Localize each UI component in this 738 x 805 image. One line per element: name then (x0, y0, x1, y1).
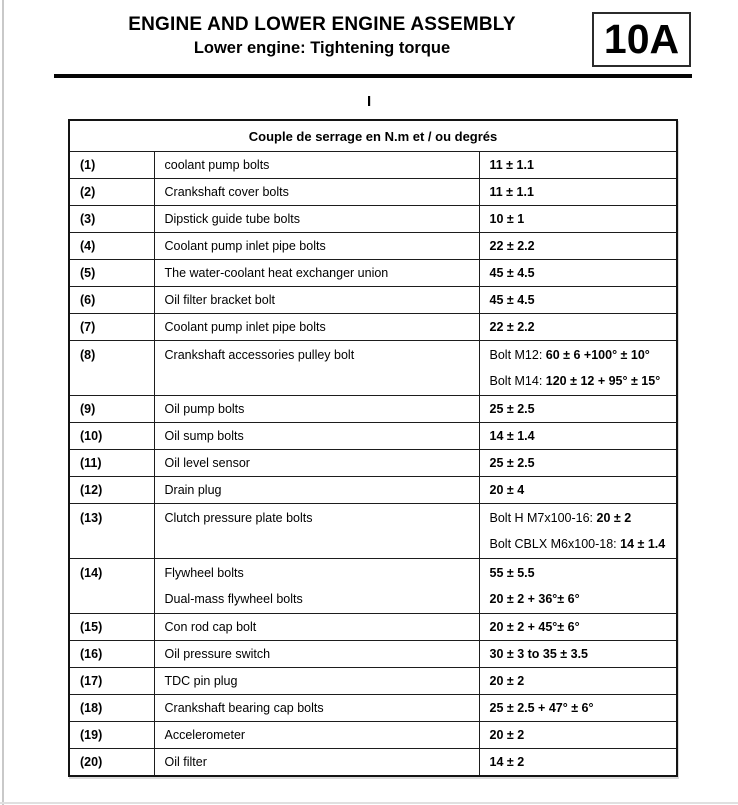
row-description: Flywheel bolts Dual-mass flywheel bolts (154, 559, 479, 614)
row-torque-value: 55 ± 5.5 20 ± 2 + 36°± 6° (479, 559, 677, 614)
row-description: Oil level sensor (154, 450, 479, 477)
header-divider (54, 74, 692, 78)
section-code-badge (592, 12, 691, 67)
row-description: Crankshaft accessories pulley bolt (154, 341, 479, 396)
row-number: (5) (69, 260, 154, 287)
section-code: 10A (603, 16, 680, 62)
row-torque-value: 25 ± 2.5 + 47° ± 6° (479, 695, 677, 722)
row-description: Crankshaft cover bolts (154, 179, 479, 206)
page-bottom-edge (0, 802, 738, 804)
row-torque-value: 20 ± 2 (479, 722, 677, 749)
row-description: Oil filter (154, 749, 479, 777)
row-torque-value: 14 ± 2 (479, 749, 677, 777)
table-row (69, 722, 677, 749)
table-header-row (69, 120, 677, 152)
table-row (69, 314, 677, 341)
table-row (69, 152, 677, 179)
torque-table (68, 119, 678, 777)
row-description: Oil sump bolts (154, 423, 479, 450)
row-description: TDC pin plug (154, 668, 479, 695)
row-description: The water-coolant heat exchanger union (154, 260, 479, 287)
table-row (69, 341, 677, 396)
row-description: coolant pump bolts (154, 152, 479, 179)
row-description: Dipstick guide tube bolts (154, 206, 479, 233)
row-torque-value: 11 ± 1.1 (479, 179, 677, 206)
row-torque-value: 14 ± 1.4 (479, 423, 677, 450)
row-number: (19) (69, 722, 154, 749)
title-block (54, 8, 590, 58)
table-row (69, 559, 677, 614)
row-number: (10) (69, 423, 154, 450)
table-row (69, 450, 677, 477)
page-left-edge (2, 0, 4, 805)
row-torque-value: 20 ± 2 (479, 668, 677, 695)
row-torque-value: 25 ± 2.5 (479, 450, 677, 477)
row-number: (16) (69, 641, 154, 668)
row-torque-value: 25 ± 2.5 (479, 396, 677, 423)
row-torque-value: 22 ± 2.2 (479, 233, 677, 260)
table-row (69, 477, 677, 504)
row-torque-value: Bolt H M7x100-16: 20 ± 2 Bolt CBLX M6x100-18: 14 ± 1.4 (479, 504, 677, 559)
row-description: Clutch pressure plate bolts (154, 504, 479, 559)
table-row (69, 206, 677, 233)
row-description: Crankshaft bearing cap bolts (154, 695, 479, 722)
row-number: (9) (69, 396, 154, 423)
row-number: (18) (69, 695, 154, 722)
table-row (69, 233, 677, 260)
row-torque-value: 30 ± 3 to 35 ± 3.5 (479, 641, 677, 668)
row-number: (3) (69, 206, 154, 233)
page-subtitle: Lower engine: Tightening torque (193, 39, 451, 57)
row-number: (7) (69, 314, 154, 341)
row-number: (15) (69, 614, 154, 641)
table-row (69, 749, 677, 777)
row-number: (20) (69, 749, 154, 777)
row-torque-value: 20 ± 2 + 45°± 6° (479, 614, 677, 641)
row-torque-value: 22 ± 2.2 (479, 314, 677, 341)
row-number: (14) (69, 559, 154, 614)
row-number: (2) (69, 179, 154, 206)
row-description: Oil pressure switch (154, 641, 479, 668)
row-number: (6) (69, 287, 154, 314)
table-row (69, 504, 677, 559)
row-number: (11) (69, 450, 154, 477)
row-torque-value: 45 ± 4.5 (479, 287, 677, 314)
table-row (69, 695, 677, 722)
row-description: Coolant pump inlet pipe bolts (154, 233, 479, 260)
table-row (69, 668, 677, 695)
row-description: Accelerometer (154, 722, 479, 749)
table-row (69, 614, 677, 641)
row-description: Con rod cap bolt (154, 614, 479, 641)
page-title: ENGINE AND LOWER ENGINE ASSEMBLY (128, 14, 516, 35)
table-row (69, 287, 677, 314)
row-description: Oil filter bracket bolt (154, 287, 479, 314)
row-description: Drain plug (154, 477, 479, 504)
row-description: Oil pump bolts (154, 396, 479, 423)
row-number: (17) (69, 668, 154, 695)
table-row (69, 396, 677, 423)
row-torque-value: Bolt M12: 60 ± 6 +100° ± 10° Bolt M14: 120 ± 12 + 95° ± 15° (479, 341, 677, 396)
row-number: (8) (69, 341, 154, 396)
table-row (69, 260, 677, 287)
row-description: Coolant pump inlet pipe bolts (154, 314, 479, 341)
row-number: (13) (69, 504, 154, 559)
row-number: (12) (69, 477, 154, 504)
table-row (69, 641, 677, 668)
row-torque-value: 10 ± 1 (479, 206, 677, 233)
row-torque-value: 11 ± 1.1 (479, 152, 677, 179)
row-torque-value: 20 ± 4 (479, 477, 677, 504)
row-number: (1) (69, 152, 154, 179)
table-row (69, 423, 677, 450)
table-title: Couple de serrage en N.m et / ou degrés (69, 120, 677, 152)
text-cursor-mark: I (367, 93, 372, 110)
row-torque-value: 45 ± 4.5 (479, 260, 677, 287)
row-number: (4) (69, 233, 154, 260)
table-row (69, 179, 677, 206)
